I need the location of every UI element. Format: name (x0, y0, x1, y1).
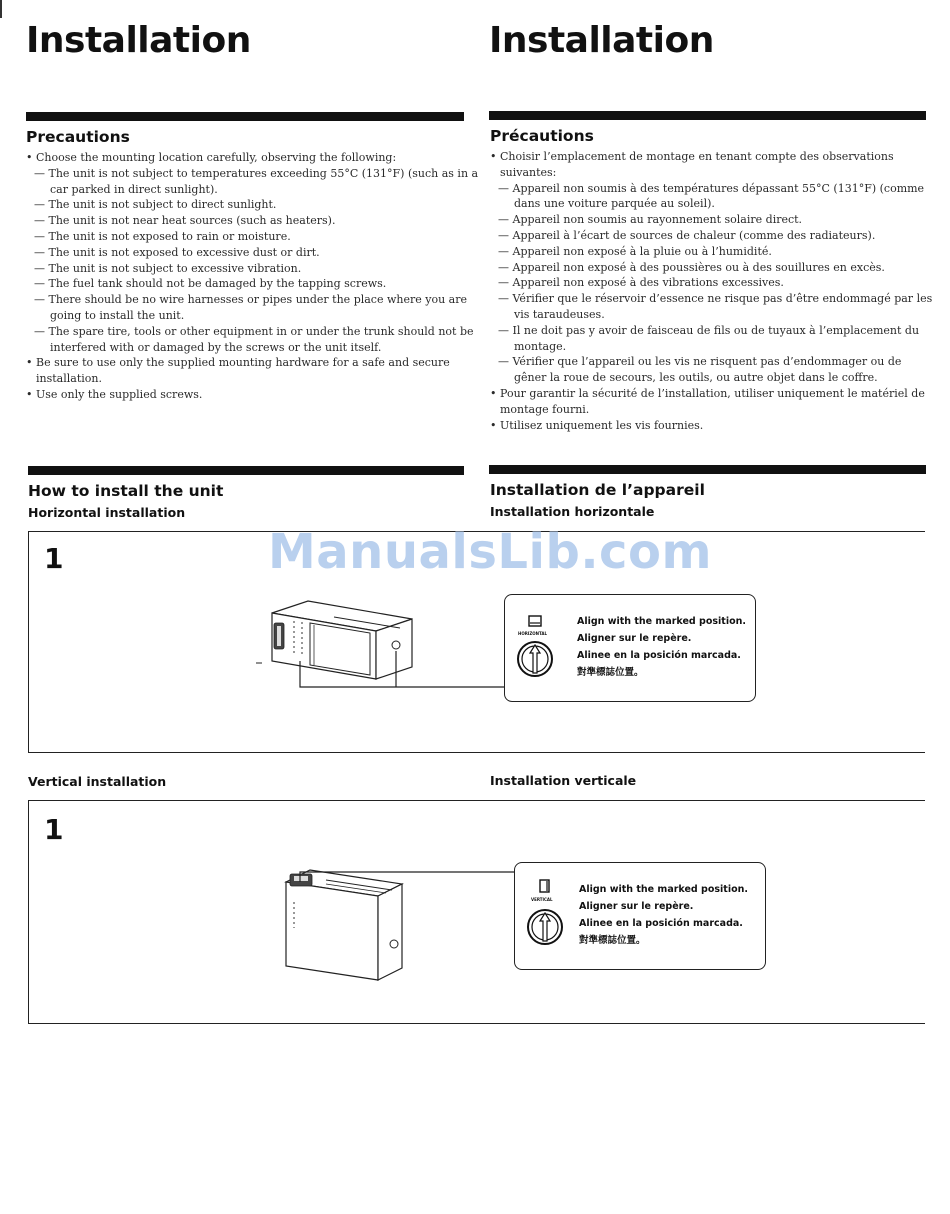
callout-line: Aligner sur le repère. (577, 633, 692, 644)
horizontal-callout (504, 594, 756, 702)
section-rule-howto-en (28, 466, 464, 475)
precautions-list-en (26, 150, 479, 403)
step-number: 1 (44, 542, 64, 575)
watermark: ManualsLib.com (268, 524, 712, 580)
precautions-heading-en: Precautions (26, 128, 130, 146)
section-rule-howto-fr (489, 465, 926, 474)
vertical-dial-icon (523, 877, 567, 953)
list-item: interfered with or damaged by the screws or the unit itself. (50, 340, 382, 354)
list-item: • Be sure to use only the supplied mounting hardware for a safe and secure (26, 356, 450, 370)
vertical-callout (514, 862, 766, 970)
list-item: • Use only the supplied screws. (26, 387, 203, 401)
list-item: — Appareil non exposé à des vibrations excessives. (498, 276, 784, 290)
callout-line: 對準標誌位置。 (577, 667, 644, 678)
callout-line: 對準標誌位置。 (579, 935, 646, 946)
section-rule-precautions-en (26, 112, 464, 121)
list-item: gêner la roue de secours, les outils, ou autre objet dans le coffre. (514, 371, 878, 385)
section-rule-precautions-fr (489, 111, 926, 120)
vertical-heading-fr: Installation verticale (490, 773, 637, 788)
list-item: — Appareil non exposé à des poussières ou à des souillures en excès. (498, 260, 885, 274)
callout-line: Align with the marked position. (579, 884, 748, 895)
list-item: — The spare tire, tools or other equipment in or under the trunk should not be (34, 324, 474, 338)
vertical-heading-en: Vertical installation (28, 774, 167, 789)
horizontal-heading-en: Horizontal installation (28, 505, 186, 520)
precautions-heading-fr: Précautions (490, 127, 594, 145)
list-item: dans une voiture parquée au soleil). (514, 197, 715, 211)
step-number: 1 (44, 813, 64, 846)
callout-line: Alinee en la posición marcada. (579, 918, 743, 929)
horizontal-dial-label: HORIZONTAL (518, 631, 548, 636)
callout-line: Alinee en la posición marcada. (577, 650, 741, 661)
list-item: — The unit is not exposed to excessive dust or dirt. (34, 245, 320, 259)
horizontal-callout-text (577, 613, 746, 681)
horizontal-dial-icon (513, 613, 557, 683)
howto-heading-en: How to install the unit (28, 482, 224, 500)
vertical-unit-illustration (270, 862, 520, 986)
list-item: montage. (514, 339, 567, 353)
list-item: — There should be no wire harnesses or pipes under the place where you are (34, 293, 467, 307)
page-title-en: Installation (26, 20, 251, 61)
list-item: • Choose the mounting location carefully, observing the following: (26, 151, 397, 164)
list-item: montage fourni. (500, 402, 590, 416)
list-item: — Appareil à l’écart de sources de chaleur (comme des radiateurs). (498, 228, 876, 242)
list-item: • Pour garantir la sécurité de l’installation, utiliser uniquement le matériel de (490, 386, 925, 400)
horizontal-heading-fr: Installation horizontale (490, 504, 655, 519)
list-item: — Appareil non soumis à des températures dépassant 55°C (131°F) (comme (498, 181, 925, 195)
vertical-dial-label: VERTICAL (531, 897, 553, 902)
page-title-fr: Installation (489, 20, 714, 61)
list-item: — The fuel tank should not be damaged by the tapping screws. (34, 277, 387, 291)
list-item: — Vérifier que l’appareil ou les vis ne risquent pas d’endommager ou de (498, 355, 902, 369)
list-item: car parked in direct sunlight). (50, 182, 218, 196)
list-item: — Il ne doit pas y avoir de faisceau de fils ou de tuyaux à l’emplacement du (498, 323, 920, 337)
list-item: installation. (36, 372, 102, 386)
list-item: — The unit is not subject to excessive vibration. (34, 261, 302, 275)
vertical-callout-text (579, 881, 748, 949)
callout-line: Align with the marked position. (577, 616, 746, 627)
precautions-list-fr (490, 149, 933, 433)
list-item: — Appareil non soumis au rayonnement solaire direct. (498, 213, 803, 227)
list-item: vis taraudeuses. (514, 307, 605, 321)
callout-line: Aligner sur le repère. (579, 901, 694, 912)
list-item: suivantes: (500, 165, 557, 179)
howto-heading-fr: Installation de l’appareil (490, 481, 705, 499)
horizontal-unit-illustration (250, 595, 520, 715)
list-item: going to install the unit. (50, 308, 185, 322)
list-item: — The unit is not exposed to rain or moisture. (34, 229, 291, 243)
page-edge-mark (0, 0, 2, 18)
list-item: • Choisir l’emplacement de montage en tenant compte des observations (490, 150, 894, 163)
list-item: — The unit is not near heat sources (such as heaters). (34, 214, 336, 228)
list-item: — Appareil non exposé à la pluie ou à l’humidité. (498, 244, 772, 258)
list-item: — The unit is not subject to temperatures exceeding 55°C (131°F) (such as in a (34, 166, 479, 180)
list-item: • Utilisez uniquement les vis fournies. (490, 418, 704, 432)
list-item: — The unit is not subject to direct sunlight. (34, 198, 277, 212)
list-item: — Vérifier que le réservoir d’essence ne risque pas d’être endommagé par les (498, 292, 933, 306)
